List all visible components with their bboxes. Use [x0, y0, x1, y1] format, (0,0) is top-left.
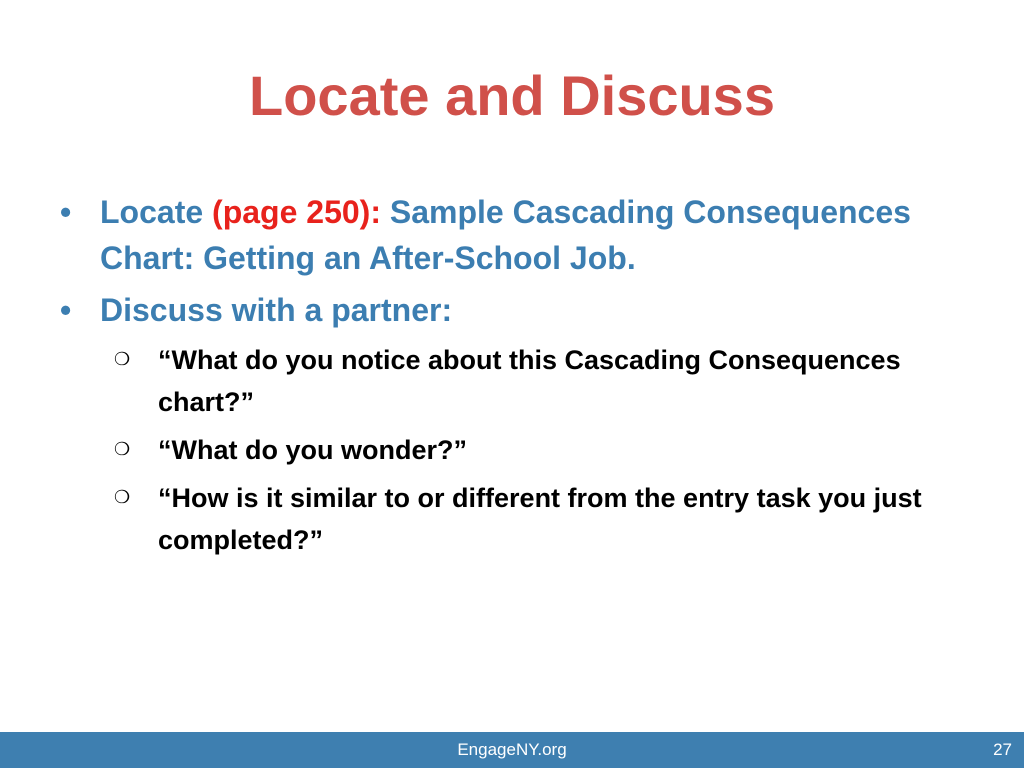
- question-item: [56, 339, 956, 423]
- circle-bullet-icon: ❍: [114, 439, 131, 460]
- question-item: [56, 477, 956, 561]
- slide-title: Locate and Discuss: [249, 64, 775, 127]
- question-text: “What do you wonder?”: [158, 435, 467, 465]
- question-text: “How is it similar to or different from the entry task you just completed?”: [158, 483, 922, 555]
- page-number: 27: [993, 740, 1012, 759]
- question-text: “What do you notice about this Cascading Consequences chart?”: [158, 345, 901, 417]
- footer-bar: [0, 732, 1024, 768]
- question-item: [56, 429, 956, 471]
- page-reference: (page 250):: [212, 194, 381, 230]
- bullet-marker: •: [60, 194, 72, 230]
- slide-body: [56, 189, 956, 567]
- bullet-marker: •: [60, 292, 72, 328]
- discussion-questions: [56, 339, 956, 561]
- footer-site: EngageNY.org: [457, 740, 567, 759]
- bullet-locate-text: Sample Cascading Consequences Chart: Getting an After-School Job.: [100, 194, 911, 276]
- circle-bullet-icon: ❍: [114, 349, 131, 370]
- bullet-discuss: [56, 287, 956, 333]
- bullet-discuss-text: Discuss with a partner:: [100, 292, 453, 328]
- bullet-locate-lead: Locate: [100, 194, 213, 230]
- bullet-locate: [56, 189, 956, 281]
- circle-bullet-icon: ❍: [114, 487, 131, 508]
